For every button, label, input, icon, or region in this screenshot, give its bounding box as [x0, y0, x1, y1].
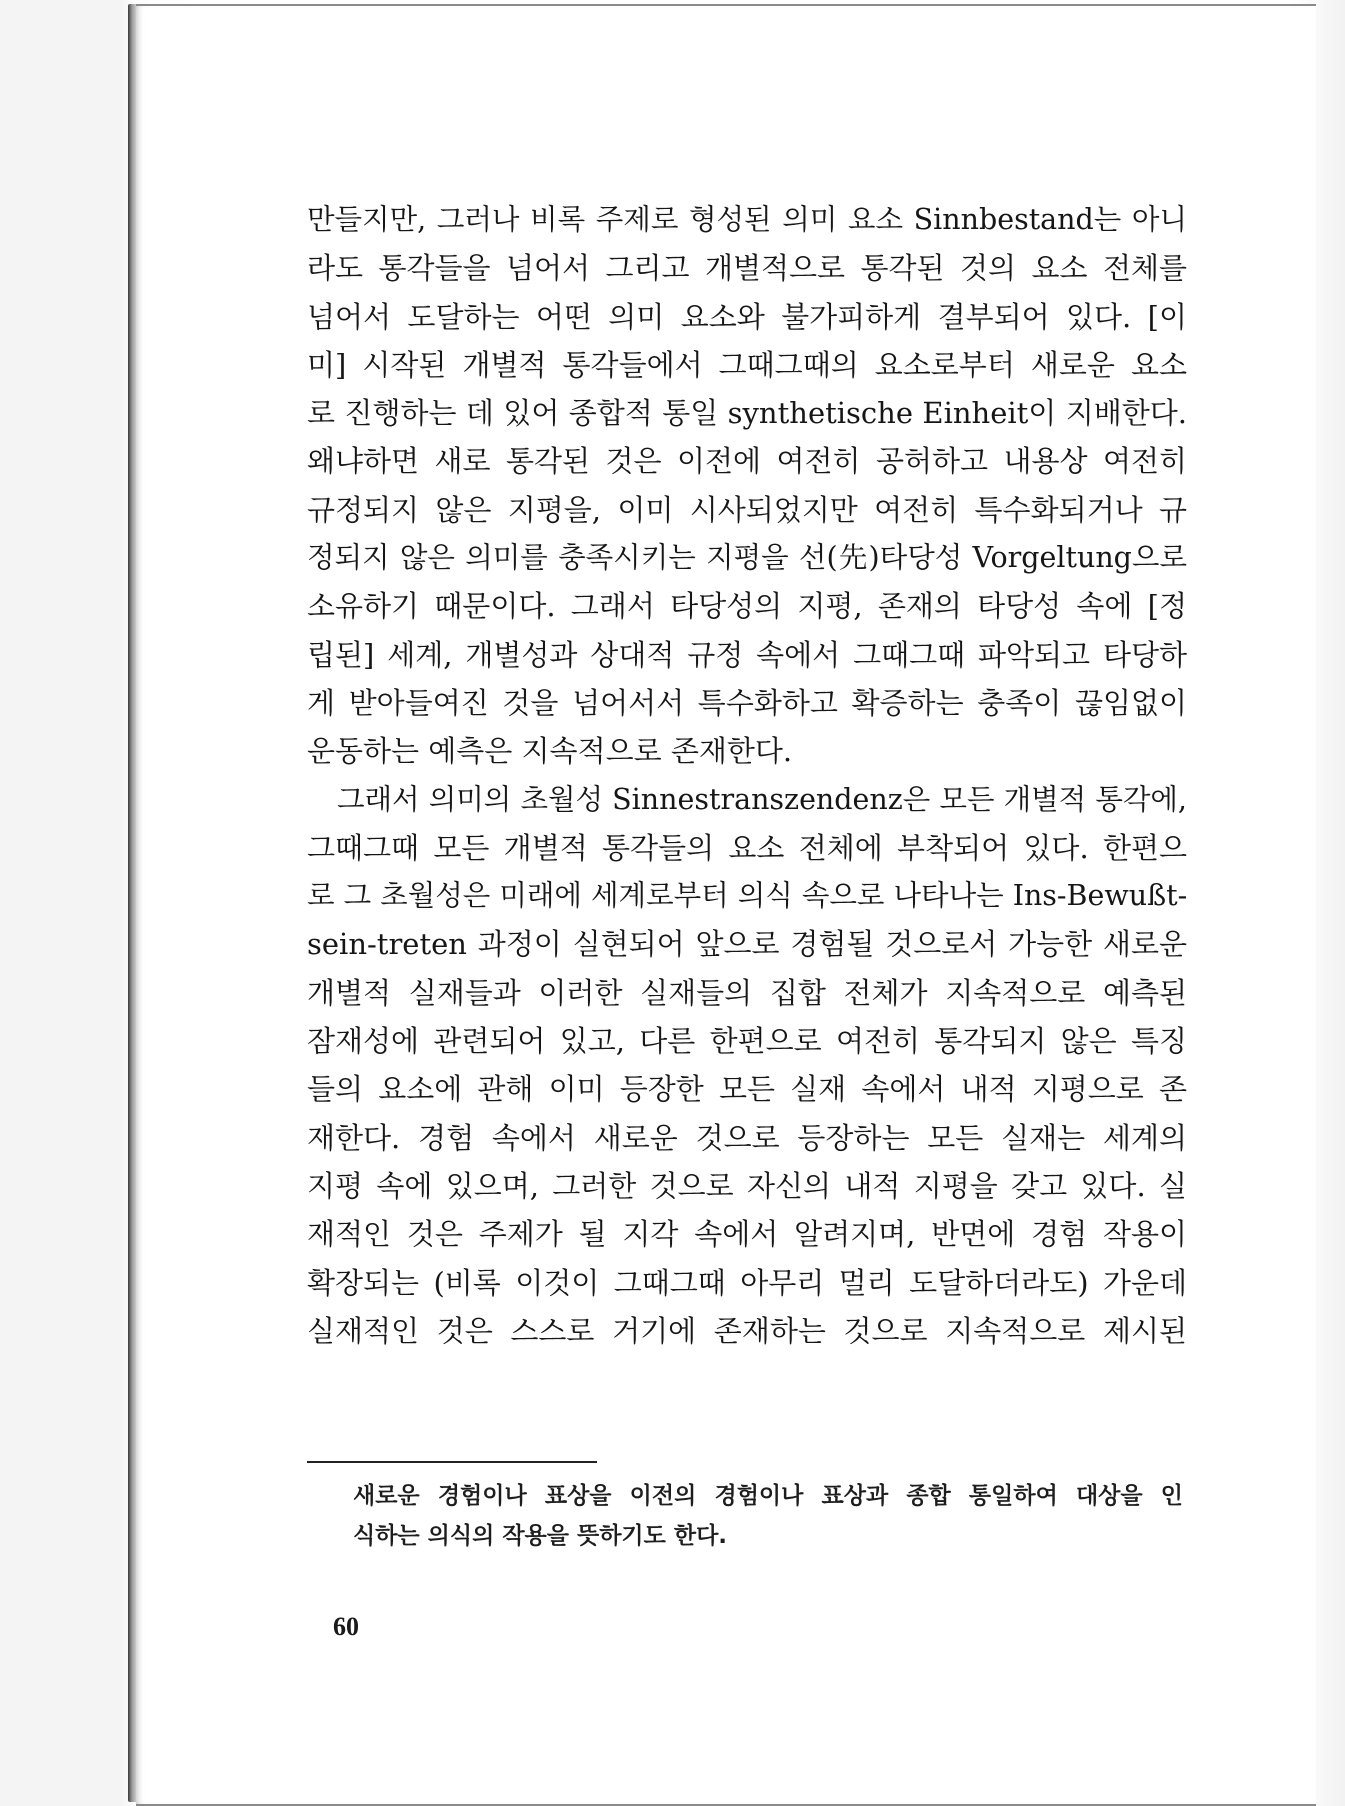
footnote [353, 1476, 1183, 1556]
body-line: 실재적인 것은 스스로 거기에 존재하는 것으로 지속적으로 제시된 [307, 1313, 1187, 1348]
body-line: 규정되지 않은 지평을, 이미 시사되었지만 여전히 특수화되거나 규 [307, 492, 1187, 527]
body-line: 로 진행하는 데 있어 종합적 통일 synthetische Einheit이 지배한다. [307, 396, 1187, 431]
body-line: 재적인 것은 주제가 될 지각 속에서 알려지며, 반면에 경험 작용이 [307, 1217, 1187, 1252]
body-line: 확장되는 (비록 이것이 그때그때 아무리 멀리 도달하더라도) 가운데 [307, 1265, 1187, 1300]
body-line: 지평 속에 있으며, 그러한 것으로 자신의 내적 지평을 갖고 있다. 실 [307, 1168, 1187, 1203]
body-line: 정되지 않은 의미를 충족시키는 지평을 선(先)타당성 Vorgeltung으로 [307, 541, 1187, 575]
body-line: 개별적 실재들과 이러한 실재들의 집합 전체가 지속적으로 예측된 [307, 975, 1187, 1010]
body-line: 게 받아들여진 것을 넘어서서 특수화하고 확증하는 충족이 끊임없이 [307, 685, 1187, 720]
body-line: 넘어서 도달하는 어떤 의미 요소와 불가피하게 결부되어 있다. [이 [307, 299, 1187, 334]
body-line: 소유하기 때문이다. 그래서 타당성의 지평, 존재의 타당성 속에 [정 [307, 589, 1187, 624]
body-text [307, 196, 1187, 1355]
body-line: 잠재성에 관련되어 있고, 다른 한편으로 여전히 통각되지 않은 특징 [307, 1024, 1187, 1059]
body-line: 만들지만, 그러나 비록 주제로 형성된 의미 요소 Sinnbestand는 아니 [307, 203, 1187, 236]
body-line: 그래서 의미의 초월성 Sinnestranszendenz은 모든 개별적 통각에, [337, 782, 1187, 816]
body-line: 미] 시작된 개별적 통각들에서 그때그때의 요소로부터 새로운 요소 [307, 347, 1187, 382]
body-line: sein-treten 과정이 실현되어 앞으로 경험될 것으로서 가능한 새로운 [307, 927, 1187, 962]
footnote-divider [307, 1461, 597, 1463]
footnote-line: 새로운 경험이나 표상을 이전의 경험이나 표상과 종합 통일하여 대상을 인 [353, 1483, 1183, 1509]
body-line: 라도 통각들을 넘어서 그리고 개별적으로 통각된 것의 요소 전체를 [307, 251, 1187, 286]
page-number: 60 [333, 1612, 359, 1641]
body-line: 들의 요소에 관해 이미 등장한 모든 실재 속에서 내적 지평으로 존 [307, 1072, 1187, 1107]
body-line: 로 그 초월성은 미래에 세계로부터 의식 속으로 나타나는 Ins-Bewußt- [307, 879, 1188, 913]
body-line: 그때그때 모든 개별적 통각들의 요소 전체에 부착되어 있다. 한편으 [307, 830, 1187, 865]
body-line: 왜냐하면 새로 통각된 것은 이전에 여전히 공허하고 내용상 여전히 [307, 444, 1187, 479]
body-line: 립된] 세계, 개별성과 상대적 규정 속에서 그때그때 파악되고 타당하 [307, 637, 1187, 672]
footnote-line: 식하는 의식의 작용을 뜻하기도 한다. [353, 1523, 728, 1549]
body-line: 운동하는 예측은 지속적으로 존재한다. [307, 734, 793, 769]
body-line: 재한다. 경험 속에서 새로운 것으로 등장하는 모든 실재는 세계의 [307, 1120, 1187, 1155]
